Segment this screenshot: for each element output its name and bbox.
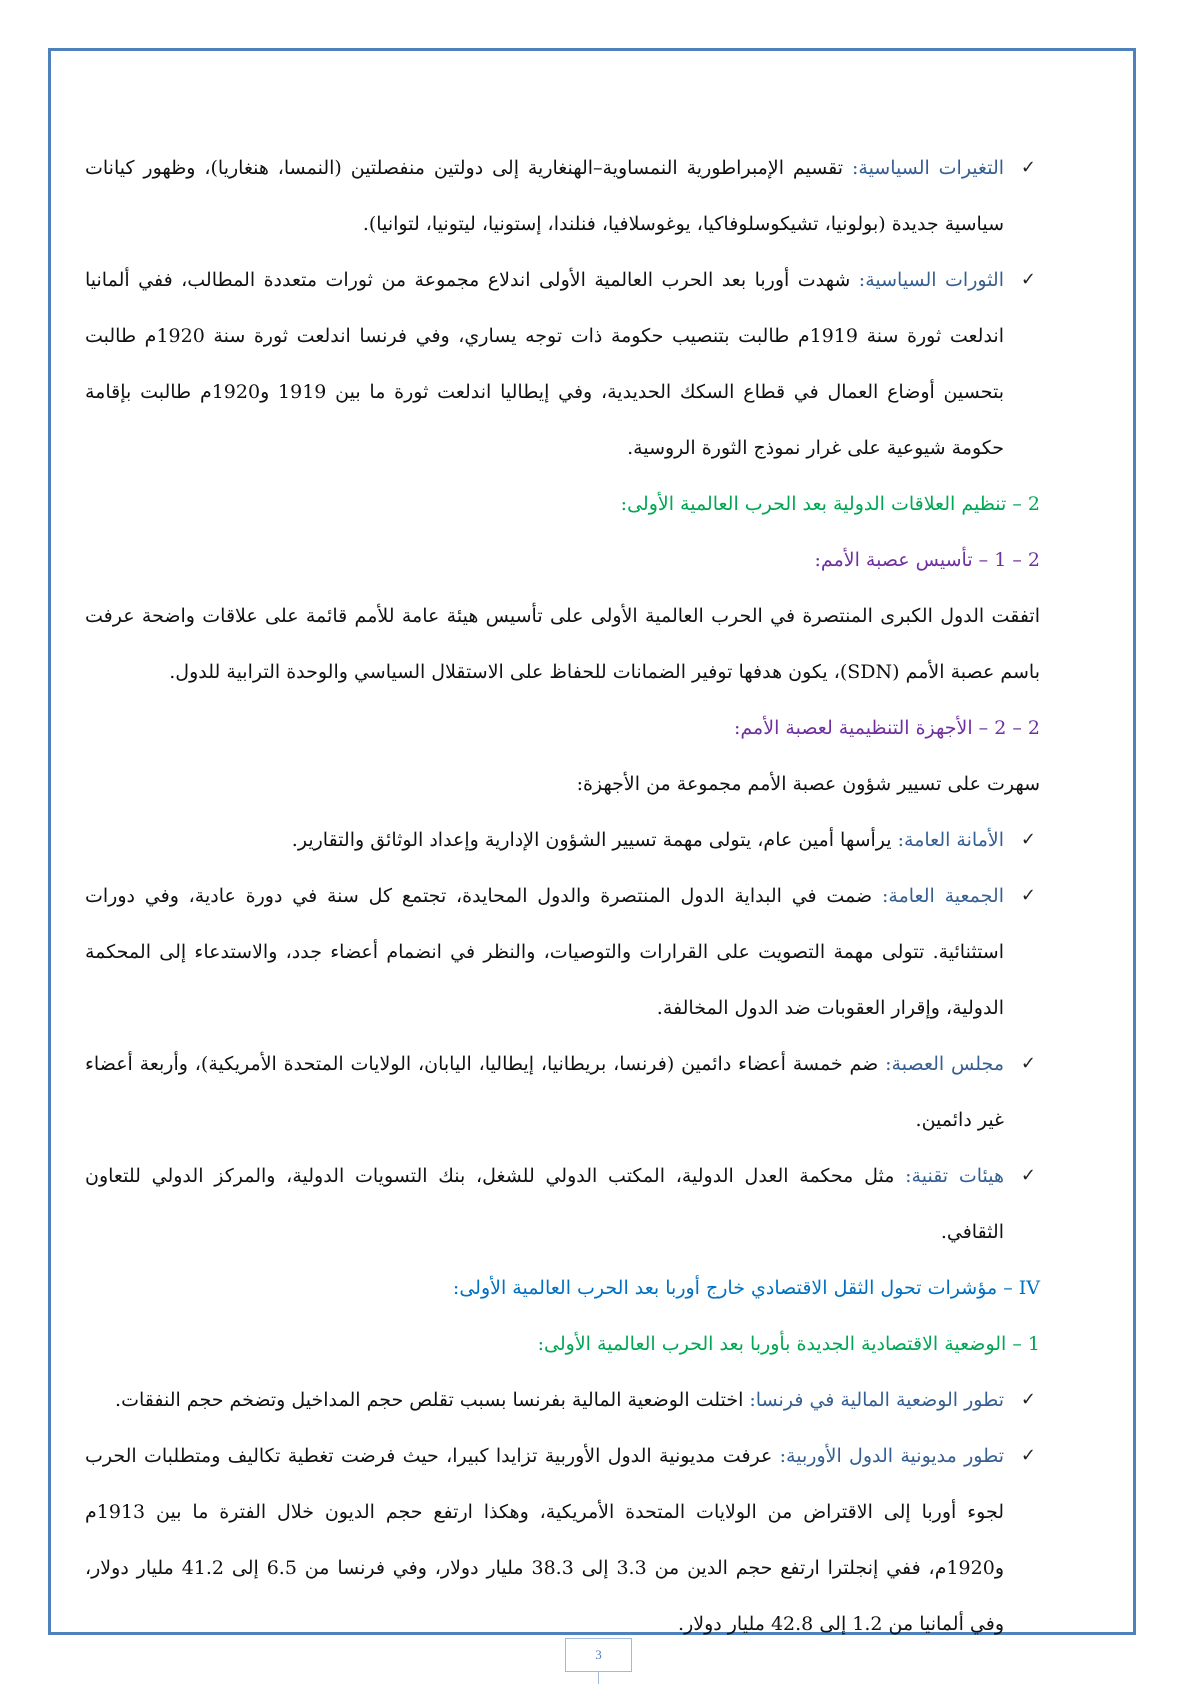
checkmark-icon: ✓	[1020, 157, 1036, 178]
paragraph: اتفقت الدول الكبرى المنتصرة في الحرب العالمية الأولى على تأسيس هيئة عامة للأمم قائمة على علاقات واضحة عرفت باسم عصبة الأمم (SDN)، يكون هدفها توفير الضمانات للحفاظ على الاستقلال السياسي والوحدة الترابية للدول.	[85, 605, 1040, 683]
checkmark-icon: ✓	[1020, 1389, 1036, 1410]
bullet-general-secretariat	[85, 812, 1040, 868]
checkmark-icon: ✓	[1020, 829, 1036, 850]
chapter-heading: IV – مؤشرات تحول الثقل الاقتصادي خارج أوربا بعد الحرب العالمية الأولى:	[452, 1277, 1040, 1299]
checkmark-icon: ✓	[1020, 1165, 1036, 1186]
bullet-term: الجمعية العامة:	[882, 885, 1004, 907]
bullet-text: عرفت مديونية الدول الأوربية تزايدا كبيرا، حيث فرضت تغطية تكاليف ومتطلبات الحرب لجوء أوربا إلى الاقتراض من الولايات المتحدة الأمريكية، وهكذا ارتفع حجم الديون خلال الفترة ما بين 1913م و1920م، ففي إنجلترا ارتفع حجم الدين من 3.3 إلى 38.3 مليار دولار، وفي فرنسا من 6.5 إلى 41.2 مليار دولار، وفي ألمانيا من 1.2 إلى 42.8 مليار دولار.	[85, 1445, 1005, 1635]
bullet-political-changes	[85, 140, 1040, 252]
bullet-text: يرأسها أمين عام، يتولى مهمة تسيير الشؤون الإدارية وإعداد الوثائق والتقارير.	[291, 829, 898, 851]
bullet-term: هيئات تقنية:	[905, 1165, 1004, 1187]
bullet-text: شهدت أوربا بعد الحرب العالمية الأولى اندلاع مجموعة من ثورات متعددة المطالب، ففي ألمانيا اندلعت ثورة سنة 1919م طالبت بتنصيب حكومة ذات توجه يساري، وفي فرنسا اندلعت ثورة سنة 1920م طالبت بتحسين أوضاع العمال في قطاع السكك الحديدية، وفي إيطاليا اندلعت ثورة ما بين 1919 و1920م طالبت بإقامة حكومة شيوعية على غرار نموذج الثورة الروسية.	[85, 269, 1004, 459]
bullet-term: مجلس العصبة:	[885, 1053, 1004, 1075]
bullet-term: تطور الوضعية المالية في فرنسا:	[749, 1389, 1004, 1411]
checkmark-icon: ✓	[1020, 269, 1036, 290]
bullet-term: الأمانة العامة:	[897, 829, 1004, 851]
section-heading: 2 – تنظيم العلاقات الدولية بعد الحرب العالمية الأولى:	[620, 493, 1040, 515]
bullet-text: مثل محكمة العدل الدولية، المكتب الدولي للشغل، بنك التسويات الدولية، والمركز الدولي للتعاون الثقافي.	[85, 1165, 1004, 1243]
bullet-text: ضم خمسة أعضاء دائمين (فرنسا، بريطانيا، إيطاليا، اليابان، الولايات المتحدة الأمريكية)، وأربعة أعضاء غير دائمين.	[85, 1053, 1004, 1131]
bullet-league-council	[85, 1036, 1040, 1148]
paragraph: سهرت على تسيير شؤون عصبة الأمم مجموعة من الأجهزة:	[576, 773, 1040, 795]
page-number: 3	[565, 1638, 632, 1672]
page-number-stem	[598, 1672, 599, 1684]
bullet-france-finance	[85, 1372, 1040, 1428]
subsection-heading: 2 – 1 – تأسيس عصبة الأمم:	[814, 549, 1040, 571]
subsection-heading: 2 – 2 – الأجهزة التنظيمية لعصبة الأمم:	[734, 717, 1040, 739]
bullet-text: اختلت الوضعية المالية بفرنسا بسبب تقلص حجم المداخيل وتضخم حجم النفقات.	[115, 1389, 750, 1411]
bullet-technical-bodies	[85, 1148, 1040, 1260]
bullet-term: التغيرات السياسية:	[851, 157, 1005, 179]
bullet-general-assembly	[85, 868, 1040, 1036]
bullet-term: تطور مديونية الدول الأوربية:	[779, 1445, 1004, 1467]
bullet-text: تقسيم الإمبراطورية النمساوية–الهنغارية إلى دولتين منفصلتين (النمسا، هنغاريا)، وظهور كيانات سياسية جديدة (بولونيا، تشيكوسلوفاكيا، يوغوسلافيا، فنلندا، إستونيا، ليتونيا، لتوانيا).	[85, 157, 1004, 235]
section-heading: 1 – الوضعية الاقتصادية الجديدة بأوربا بعد الحرب العالمية الأولى:	[537, 1333, 1040, 1355]
bullet-term: الثورات السياسية:	[858, 269, 1005, 291]
checkmark-icon: ✓	[1020, 885, 1036, 906]
checkmark-icon: ✓	[1020, 1445, 1036, 1466]
checkmark-icon: ✓	[1020, 1053, 1036, 1074]
document-body	[85, 140, 1040, 1652]
bullet-text: ضمت في البداية الدول المنتصرة والدول المحايدة، تجتمع كل سنة في دورة عادية، وفي دورات استثنائية. تتولى مهمة التصويت على القرارات والتوصيات، والنظر في انضمام أعضاء جدد، والاستدعاء إلى المحكمة الدولية، وإقرار العقوبات ضد الدول المخالفة.	[85, 885, 1004, 1019]
bullet-european-debt	[85, 1428, 1040, 1652]
bullet-political-revolutions	[85, 252, 1040, 476]
